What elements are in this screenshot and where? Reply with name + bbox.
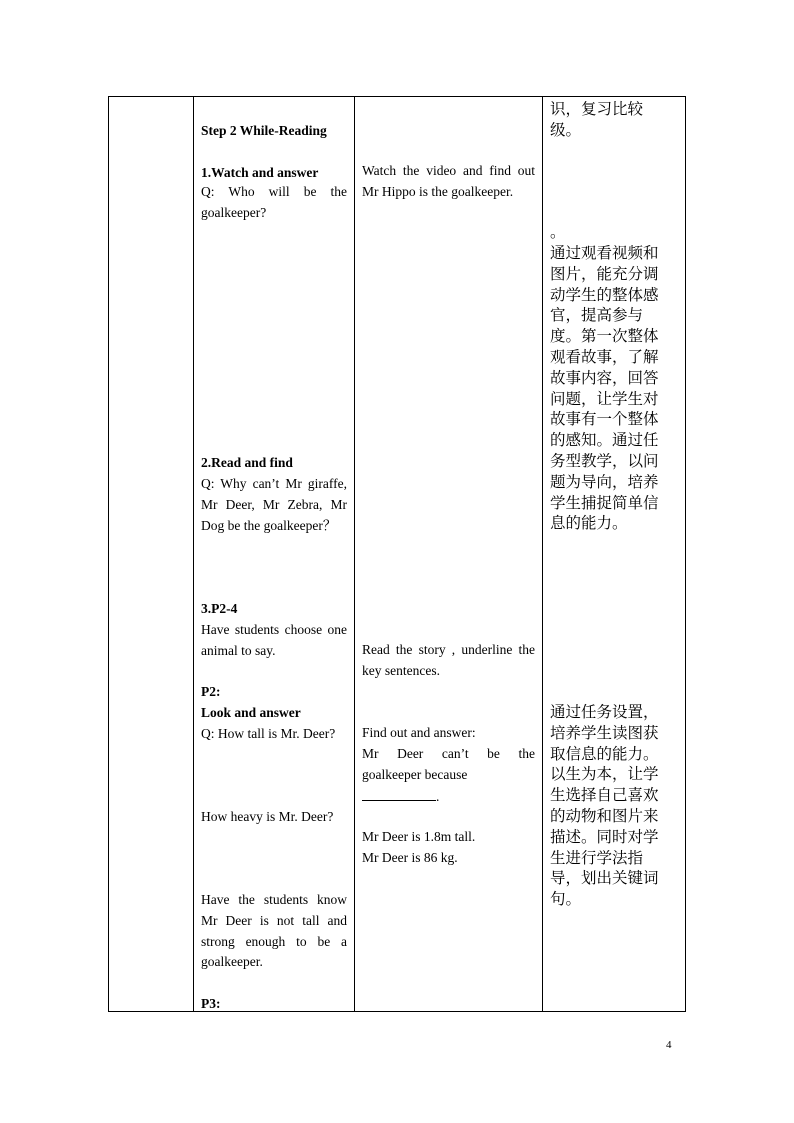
page-number: 4 <box>666 1039 672 1051</box>
answer-blank-line <box>362 786 535 808</box>
step-title: Step 2 While-Reading <box>201 123 327 138</box>
p2-heading: P2: <box>201 684 221 699</box>
watch-question: Q: Who will be the goalkeeper? <box>201 184 347 220</box>
know-text: Have the students know Mr Deer is not tall and strong enough to be a goalkeeper. <box>201 892 347 970</box>
find-out-text: Find out and answer: <box>362 725 476 740</box>
mr-deer-cant-text: Mr Deer can’t be the goalkeeper because <box>362 746 535 782</box>
p24-heading: 3.P2-4 <box>201 601 238 616</box>
p3-heading: P3: <box>201 996 221 1011</box>
question-heavy: How heavy is Mr. Deer? <box>201 809 334 824</box>
read-story-text: Read the story , underline the key sentences. <box>362 642 535 678</box>
purpose-dot: 。 <box>550 223 566 241</box>
lesson-table <box>108 96 686 1012</box>
column-divider <box>542 97 543 1011</box>
purpose-task-text: 通过任务设置，培养学生读图获取信息的能力。以生为本，让学生选择自己喜欢的动物和图片来描述。同时对学生进行学法指导，划出关键词句。 <box>550 703 659 909</box>
blank-period: . <box>436 789 440 804</box>
purpose-watch-text: 通过观看视频和图片，能充分调动学生的整体感官，提高参与度。第一次整体观看故事，了解故事内容，回答问题，让学生对故事有一个整体的感知。通过任务型教学，以问题为导向，培养学生捕捉简单信息的能力。 <box>550 244 659 533</box>
column-divider <box>193 97 194 1011</box>
read-heading: 2.Read and find <box>201 455 293 470</box>
watch-heading: 1.Watch and answer <box>201 165 319 180</box>
read-question: Q: Why can’t Mr giraffe, Mr Deer, Mr Zebra, Mr Dog be the goalkeeper？ <box>201 476 347 533</box>
p24-text: Have students choose one animal to say. <box>201 622 347 658</box>
answer-blank <box>362 786 436 801</box>
purpose-top-text: 识，复习比较级。 <box>550 100 644 139</box>
look-heading: Look and answer <box>201 705 301 720</box>
watch-video-text: Watch the video and find out Mr Hippo is the goalkeeper. <box>362 163 535 199</box>
column-divider <box>354 97 355 1011</box>
deer-kg-text: Mr Deer is 86 kg. <box>362 850 458 865</box>
deer-tall-text: Mr Deer is 1.8m tall. <box>362 829 476 844</box>
question-tall: Q: How tall is Mr. Deer? <box>201 726 336 741</box>
